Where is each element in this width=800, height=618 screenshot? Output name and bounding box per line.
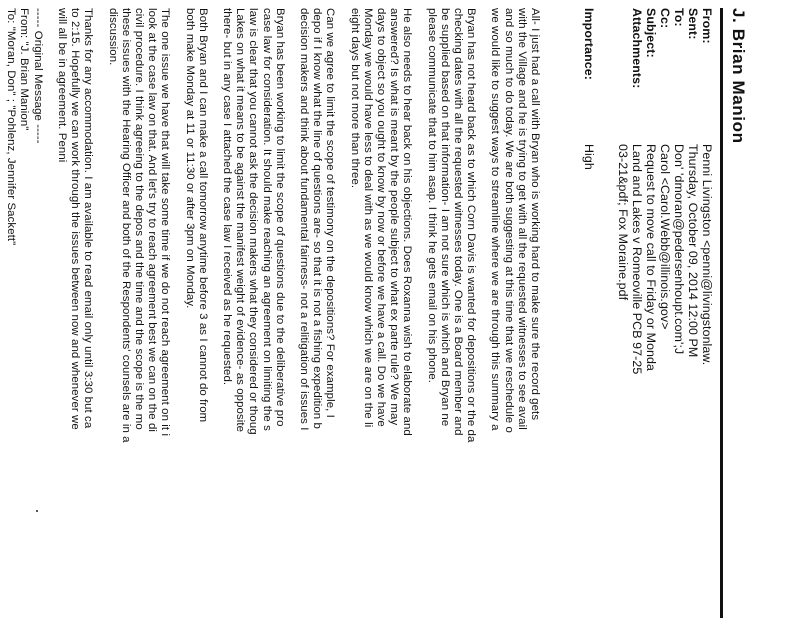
body-line: we would like to suggest ways to streamline where we are through this summary a (489, 8, 502, 431)
body-line: Bryan has been working to limit the scope of questions due to the deliberative pro (273, 8, 286, 427)
original-message-line: ----- Original Message ----- (31, 8, 44, 144)
body-line: will all be in agreement. Penni (55, 8, 68, 163)
body-paragraph (220, 8, 286, 618)
body-paragraph (297, 8, 337, 618)
header-value-to: Don' 'dmoran@pedersenhoupt.com';J (672, 144, 686, 355)
body-line: look at the case law on that. And let's try to reach agreement best we can on the di (146, 8, 159, 433)
body-line: both make Monday at 11 or 11:30 or after 3pm on Monday. (183, 8, 196, 309)
body-line: to 2:15. Hopefully we can work through the issues between now and whenever we (69, 8, 82, 430)
header-label-from: From: (700, 8, 714, 44)
sender-name-heading: J. Brian Manion (729, 8, 748, 144)
header-value-importance: High (582, 144, 596, 170)
header-label-cc: Cc: (658, 8, 672, 29)
body-line: The one issue we have that will take some time if we do not reach agreement on it i (159, 8, 172, 437)
body-paragraph (182, 8, 208, 618)
body-line: case law for consideration. It should make reaching an agreement on limiting the s (260, 8, 273, 431)
body-line: Monday we would have less to deal with as we would know which we are on the li (361, 8, 374, 428)
body-line: and so much to do today. We are both suggesting at this time that we reschedule o (502, 8, 515, 433)
body-line: eight days but not more than three. (348, 8, 361, 189)
body-line: there- but in any case I attached the case law I received as he requested. (220, 8, 233, 386)
body-line: decision makers and think about fundamental fairness- not a relitigation of issues I (297, 8, 310, 431)
body-line: these issues with the Hearing Officer and both of the Respondents' counsels are in a (119, 8, 132, 443)
header-value-attachments: Land and Lakes v Romeoville PCB 97-25 (630, 144, 644, 375)
body-line: Lakes on what it means to be against the manifest weight of evidence- as opposite (234, 8, 247, 433)
body-paragraph (424, 8, 477, 618)
body-line: All- I just had a call with Bryan who is working hard to make sure the record gets (529, 8, 541, 421)
body-line: checking dates with all the requested witnesses today. One is a Board member and (451, 8, 464, 436)
stray-mark (36, 510, 38, 512)
original-message-line: From: "J. Brian Manion" (18, 8, 31, 131)
header-rule (720, 8, 723, 618)
header-value-cc: Carol <Carol.Webb@illinois.gov> (658, 144, 672, 330)
header-value-from: Penni Livingston <penni@livingstonlaw. (700, 144, 714, 366)
body-line: Both Bryan and I can make a call tomorrow anytime before 3 as I cannot do from (196, 8, 209, 423)
header-label-to: To: (672, 8, 686, 27)
original-message-block (4, 8, 44, 618)
body-line: He also needs to hear back on his objections. Does Roxanna wish to elaborate and (401, 8, 414, 436)
header-label-importance: Importance: (582, 8, 596, 81)
body-line: law is clear that you cannot ask the decision makers what they considered or thoug (247, 8, 260, 435)
header-label-attachments: Attachments: (630, 8, 644, 89)
body-line: Thanks for any accommodation. I am available to read email only until 3:30 but ca (82, 8, 95, 429)
rotated-email-content (5, 8, 748, 613)
body-line: with the Village and he is trying to get with all the requested witnesses to see avail (515, 8, 528, 430)
header-label-subject: Subject: (644, 8, 658, 58)
body-line: civil procedure. I think agreeing to the depos and the time and the scope is the mo (132, 8, 145, 430)
header-value-subject: Request to move call to Friday or Monda (644, 144, 658, 372)
body-line: discussion. (106, 8, 119, 66)
body-paragraph (105, 8, 171, 618)
body-line: Bryan has not heard back as to which Corn Davis is wanted for depositions or the da (465, 8, 478, 443)
body-paragraph (488, 8, 541, 618)
body-line: days to object so you ought to know by now or before we have a call. Do we have (374, 8, 387, 427)
body-line: please communicate that to him asap. I think he gets email on his phone. (425, 8, 438, 384)
header-value-attachments-cont: 03-21&pdf; Fox Moraine.pdf (616, 144, 630, 301)
body-line: depo if I know what the line of questions are- so that it is not a fishing expedition b (311, 8, 324, 429)
body-line: answered? Is what is meant by the people subject to what ex parte rule? We may (388, 8, 401, 426)
body-line: be supplied based on that information- I am not sure which is which and Bryan ne (438, 8, 451, 427)
header-label-sent: Sent: (686, 8, 700, 40)
header-value-sent: Thursday, October 09, 2014 12:00 PM (686, 144, 700, 358)
original-message-line: To: "Moran, Don" ; "Pohlenz, Jennifer Sackett" (5, 8, 18, 246)
body-line: Can we agree to limit the scope of testimony on the depositions? For example, I (324, 8, 337, 418)
email-body (4, 8, 541, 618)
body-paragraph (347, 8, 413, 618)
body-paragraph (55, 8, 95, 618)
